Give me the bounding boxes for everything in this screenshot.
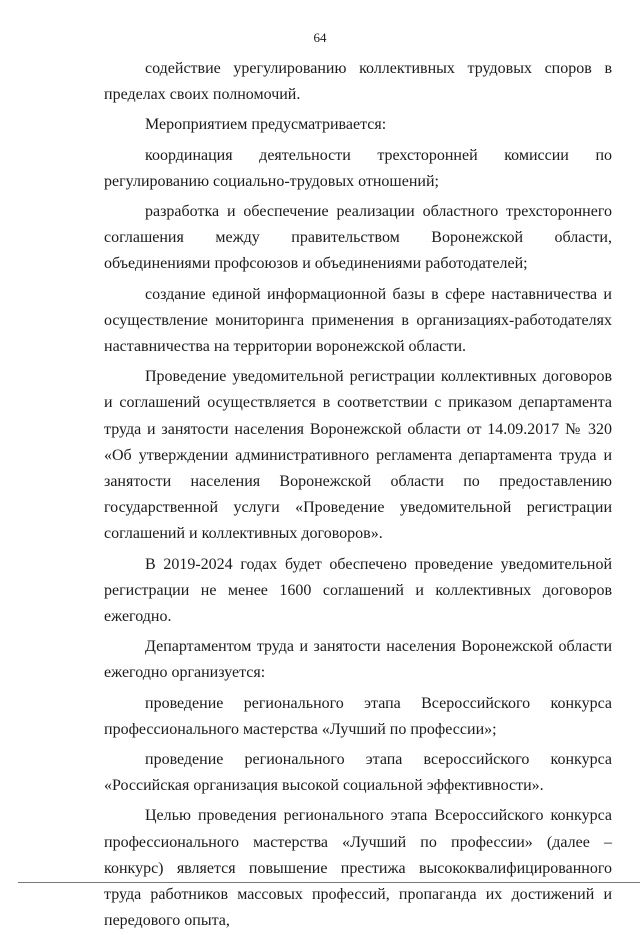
bottom-scan-edge (18, 882, 640, 883)
paragraph-social-efficiency-contest: проведение регионального этапа всероссийского конкурса «Российская организация высокой социальной эффективности». (104, 751, 612, 795)
document-body (104, 56, 612, 935)
paragraph-registration-procedure: Проведение уведомительной регистрации коллективных договоров и соглашений осуществляется в соответствии с приказом департамента труда и занятости населения Воронежской области от 14.09.2017 № 320 «Об утверждении административного регламента департамента труда и занятости населения Воронежской области по предоставлению государственной услуги «Проведение уведомительной регистрации соглашений и коллективных договоров». (104, 368, 612, 543)
paragraph-measure-intro: Мероприятием предусматривается: (145, 116, 387, 134)
page-number: 64 (313, 30, 327, 45)
paragraph-registration-target: В 2019-2024 годах будет обеспечено проведение уведомительной регистрации не менее 1600 соглашений и коллективных договоров ежегодно. (104, 555, 612, 626)
paragraph-best-in-profession: проведение регионального этапа Всероссийского конкурса профессионального мастерства «Лучший по профессии»; (104, 694, 612, 738)
paragraph-commission-coordination: координация деятельности трехсторонней комиссии по регулированию социально-трудовых отношений; (104, 146, 612, 190)
paragraph-department-organizes: Департаментом труда и занятости населения Воронежской области ежегодно организуется: (104, 638, 612, 682)
paragraph-contest-goal: Целью проведения регионального этапа Всероссийского конкурса профессионального мастерства «Лучший по профессии» (далее – конкурс) является повышение престижа высококвалифицированного труда работников массовых профессий, пропаганда их достижений и передового опыта, (104, 807, 612, 930)
paragraph-dispute-settlement: содействие урегулированию коллективных трудовых споров в пределах своих полномочий. (104, 60, 612, 104)
paragraph-mentoring-database: создание единой информационной базы в сфере наставничества и осуществление мониторинга применения в организациях-работодателях наставничества на территории воронежской области. (104, 285, 612, 356)
paragraph-tripartite-agreement: разработка и обеспечение реализации областного трехстороннего соглашения между правительством Воронежской области, объединениями профсоюзов и объединениями работодателей; (104, 203, 612, 273)
